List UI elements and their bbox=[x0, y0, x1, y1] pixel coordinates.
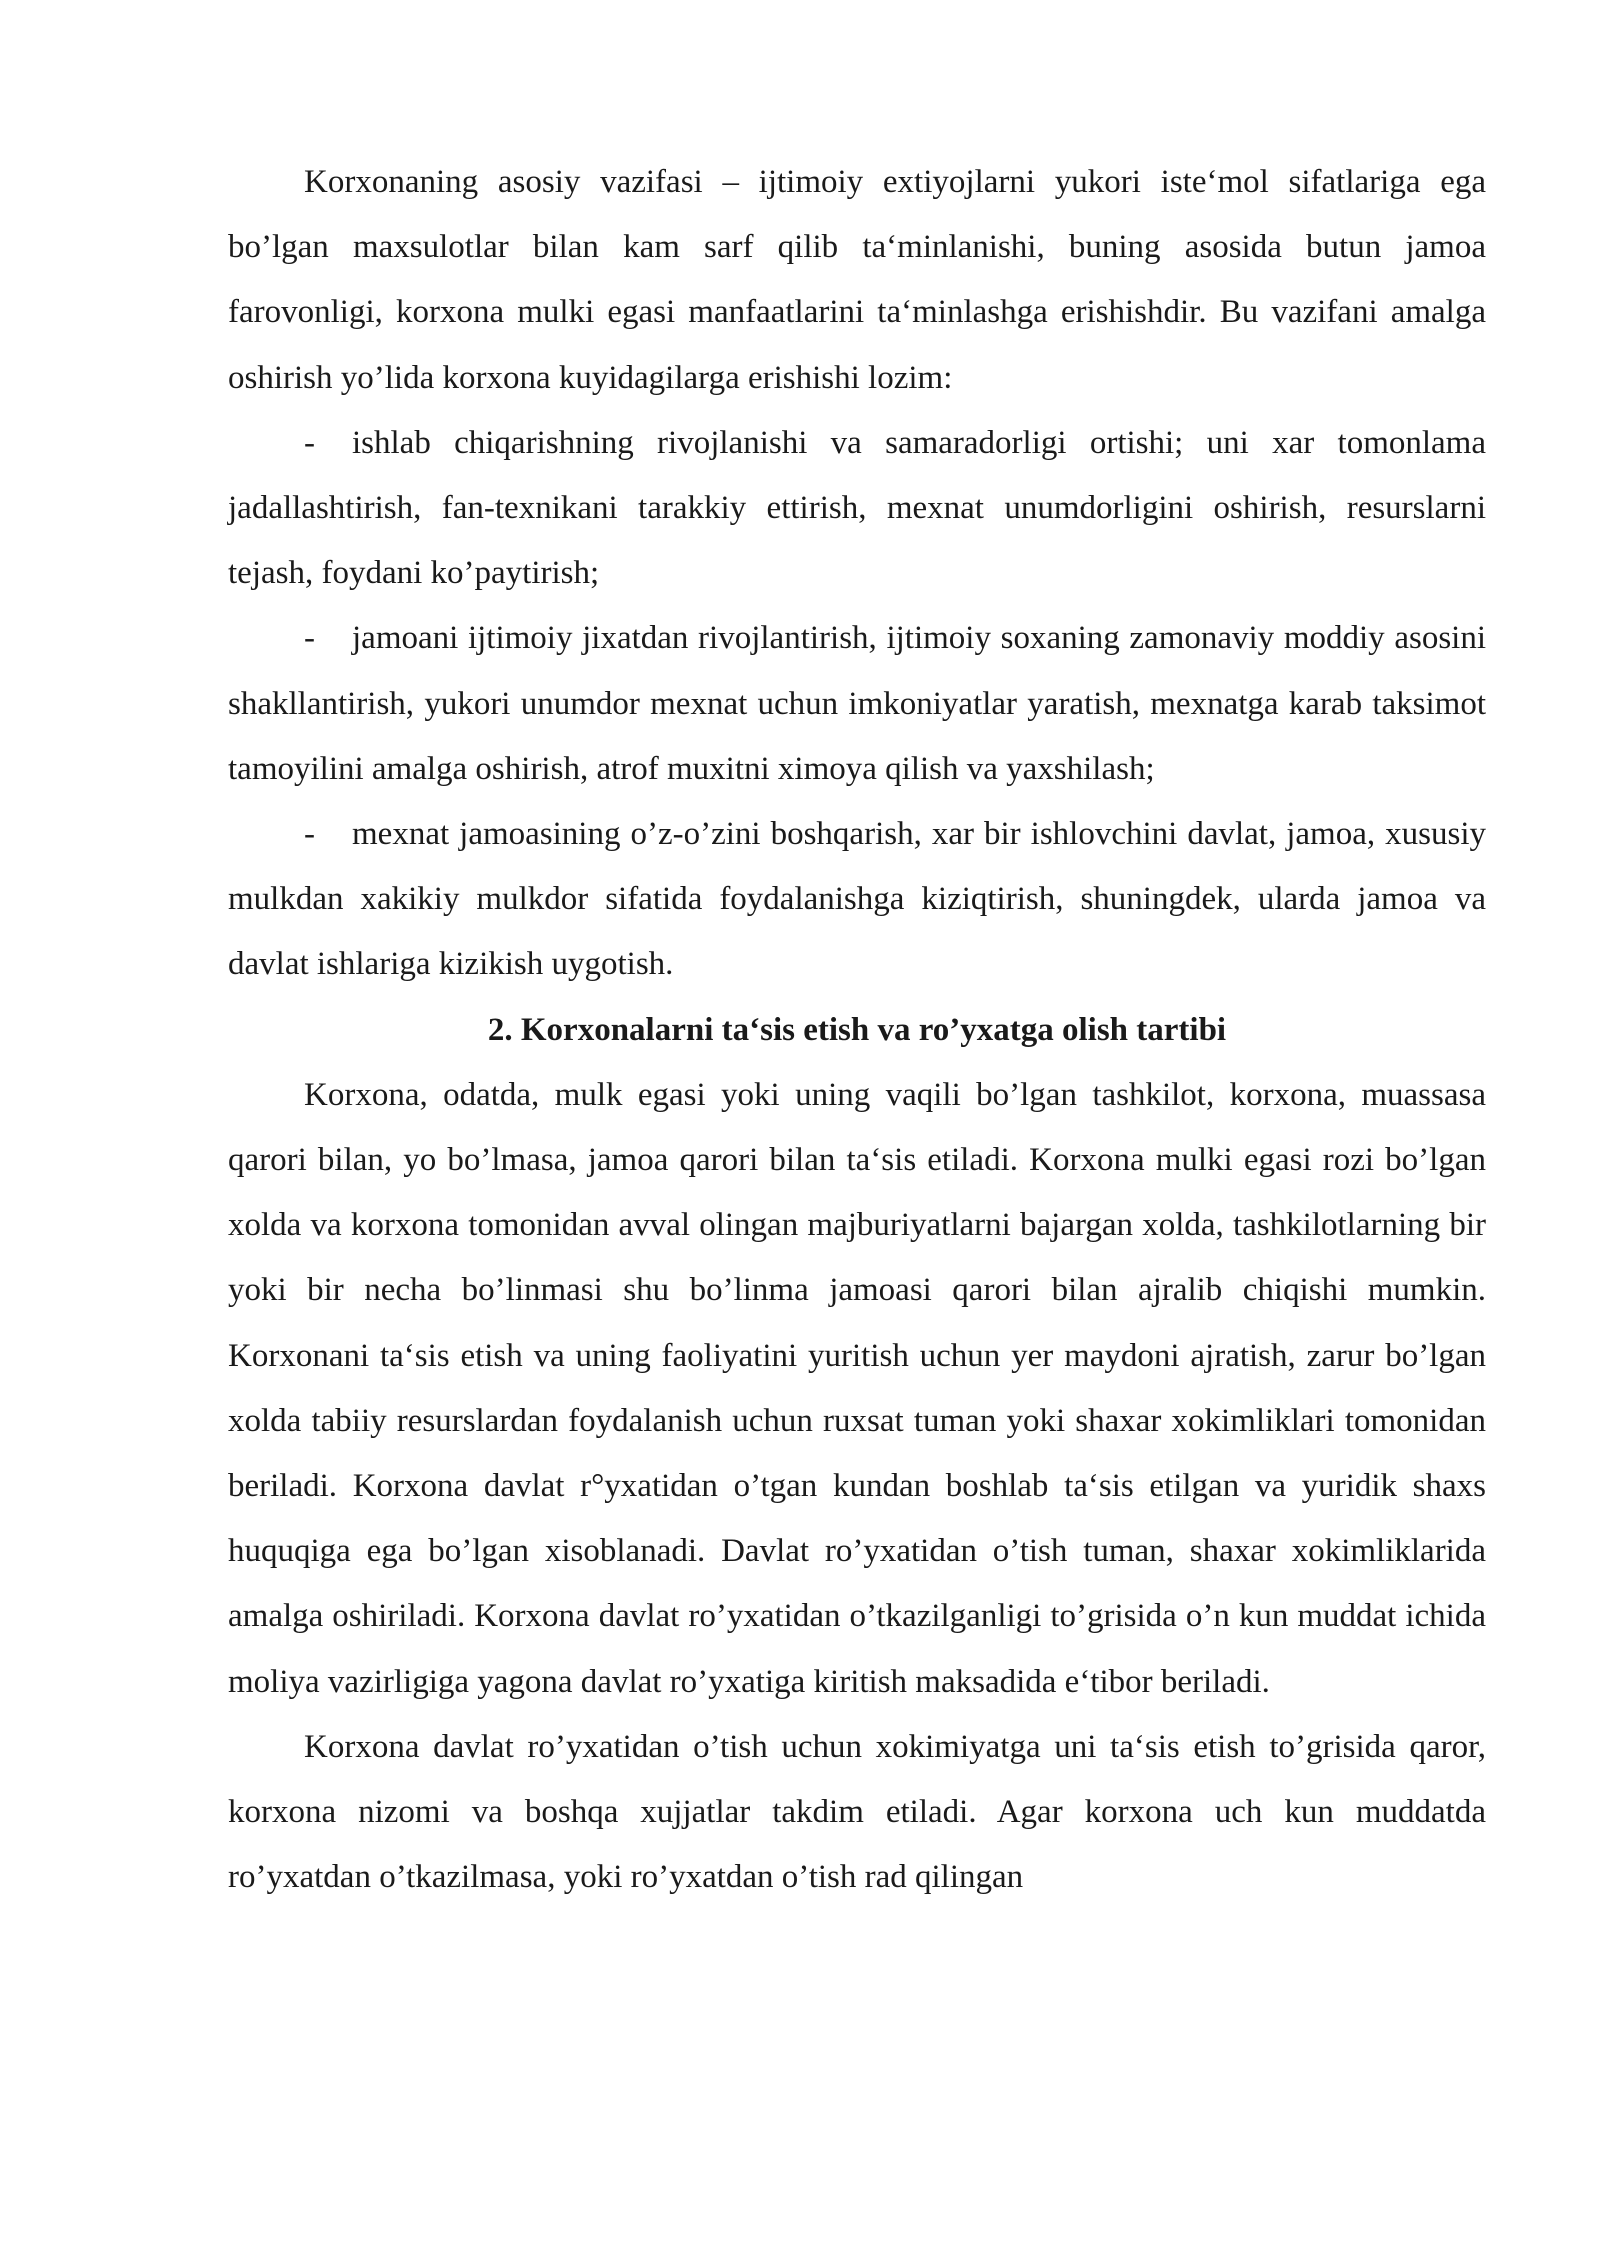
section-heading: 2. Korxonalarni ta‘sis etish va ro’yxatga olish tartibi bbox=[487, 1011, 1227, 1048]
bullet-text: jamoani ijtimoiy jixatdan rivojlantirish, ijtimoiy soxaning zamonaviy moddiy asosini shakllantirish, yukori unumdor mexnat uchun imkoniyatlar yaratish, mexnatga karab taksimot tamoyilini amalga oshirish, atrof muxitni ximoya qilish va yaxshilash; bbox=[228, 620, 1486, 787]
bullet-text: mexnat jamoasining o’z-o’zini boshqarish, xar bir ishlovchini davlat, jamoa, xususiy mulkdan xakikiy mulkdor sifatida foydalanishga kiziqtirish, shuningdek, ularda jamoa va davlat ishlariga kizikish uygotish. bbox=[228, 816, 1486, 983]
body-paragraph-registration: Korxona davlat ro’yxatidan o’tish uchun xokimiyatga uni ta‘sis etish to’grisida qaror, korxona nizomi va boshqa xujjatlar takdim etiladi. Agar korxona uch kun muddatda ro’yxatdan o’tkazilmasa, yoki ro’yxatdan o’tish rad qilingan bbox=[228, 1728, 1486, 1896]
bullet-text: ishlab chiqarishning rivojlanishi va samaradorligi ortishi; uni xar tomonlama jadallashtirish, fan-texnikani tarakkiy ettirish, mexnat unumdorligini oshirish, resurslarni tejash, foydani ko’paytirish; bbox=[228, 424, 1486, 592]
intro-paragraph: Korxonaning asosiy vazifasi – ijtimoiy extiyojlarni yukori iste‘mol sifatlariga ega bo’lgan maxsulotlar bilan kam sarf qilib ta‘minlanishi, buning asosida butun jamoa farovonligi, korxona mulki egasi manfaatlarini ta‘minlashga erishishdir. Bu vazifani amalga oshirish yo’lida korxona kuyidagilarga erishishi lozim: bbox=[228, 164, 1486, 396]
bullet-item-production bbox=[228, 411, 1486, 607]
bullet-marker: - bbox=[304, 816, 315, 853]
bullet-marker: - bbox=[304, 424, 315, 461]
body-paragraph-establishment: Korxona, odatda, mulk egasi yoki uning vaqili bo’lgan tashkilot, korxona, muassasa qarori bilan, yo bo’lmasa, jamoa qarori bilan ta‘sis etiladi. Korxona mulki egasi rozi bo’lgan xolda va korxona tomonidan avval olingan majburiyatlarni bajargan xolda, tashkilotlarning bir yoki bir necha bo’linmasi shu bo’linma jamoasi qarori bilan ajralib chiqishi mumkin. Korxonani ta‘sis etish va uning faoliyatini yuritish uchun yer maydoni ajratish, zarur bo’lgan xolda tabiiy resurslardan foydalanish uchun ruxsat tuman yoki shaxar xokimliklari tomonidan beriladi. Korxona davlat r°yxatidan o’tgan kundan boshlab ta‘sis etilgan va yuridik shaxs huquqiga ega bo’lgan xisoblanadi. Davlat ro’yxatidan o’tish tuman, shaxar xokimliklarida amalga oshiriladi. Korxona davlat ro’yxatidan o’tkazilganligi to’grisida o’n kun muddat ichida moliya vazirligiga yagona davlat ro’yxatiga kiritish maksadida e‘tibor beriladi. bbox=[228, 1076, 1486, 1700]
bullet-item-management bbox=[228, 802, 1486, 998]
document-page bbox=[228, 150, 1486, 1910]
bullet-marker: - bbox=[304, 620, 315, 657]
bullet-item-social bbox=[228, 606, 1486, 802]
